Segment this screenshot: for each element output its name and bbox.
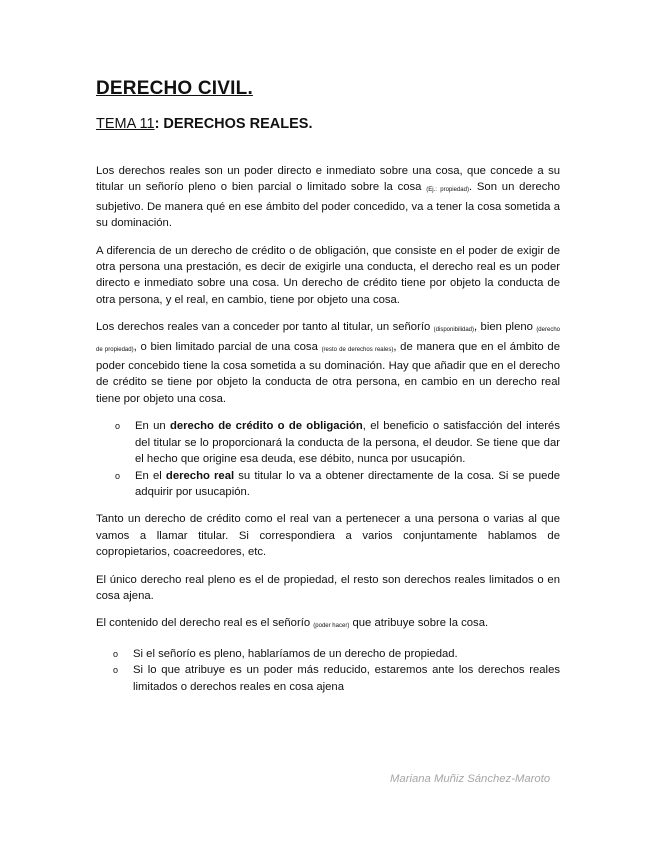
list-item (115, 418, 560, 467)
paragraph-3-note-1: (disponibilidad) (433, 327, 475, 334)
list-item-text-a: En un (135, 420, 170, 433)
document-heading: DERECHO CIVIL. (96, 78, 253, 99)
paragraph-3 (96, 319, 560, 407)
paragraph-2: A diferencia de un derecho de crédito o de obligación, que consiste en el poder de exigir de otra persona una prestación, es decir de exigirle una conducta, el derecho real es un poder directo e inmediato sobre una cosa. Un derecho de crédito tiene por objeto la conducta de otra persona, y el real, en cambio, tiene por objeto una cosa. (96, 244, 560, 306)
document-page (96, 78, 560, 695)
topic-title: DERECHOS REALES. (163, 116, 313, 132)
list-item-text-b: , el beneficio o satisfacción del interés del titular se lo proporcionará la conducta de la persona, el deudor. Se tiene que dar el hecho que origine esa deuda, ese débito, nunca por usucapión. (135, 420, 560, 466)
bullet-icon: o (115, 470, 121, 481)
topic-heading (96, 116, 560, 132)
list-item-text: Si el señorío es pleno, hablaríamos de un derecho de propiedad. (133, 647, 458, 660)
topic-number: TEMA 11 (96, 116, 155, 132)
paragraph-3-text-b: , bien pleno (474, 321, 537, 334)
list-item-text: Si lo que atribuye es un poder más reducido, estaremos ante los derechos reales limitados o derechos reales en cosa ajena (133, 664, 560, 693)
paragraph-6-text-b: que atribuye sobre la cosa. (349, 617, 489, 630)
author-footer: Mariana Muñiz Sánchez-Maroto (390, 773, 551, 785)
bullet-list-2 (113, 646, 560, 695)
bullet-icon: o (115, 421, 121, 432)
paragraph-3-text-d: , de manera que en el ámbito de poder concebido tiene la cosa sometida a su dominación. Hay que añadir que en el derecho de crédito se tiene por objeto la conducta de otra persona, en cambio en un derecho real tiene por objeto una cosa. (96, 340, 560, 405)
paragraph-1-note: (Ej.: propiedad) (426, 187, 469, 194)
paragraph-6-note: (poder hacer) (313, 623, 350, 630)
paragraph-3-text-a: Los derechos reales van a conceder por tanto al titular, un señorío (96, 321, 434, 334)
list-item-bold: derecho de crédito o de obligación (169, 420, 363, 433)
paragraph-1-text-a: Los derechos reales son un poder directo e inmediato sobre una cosa, que concede a su titular un señorío pleno o bien parcial o limitado sobre la cosa (96, 165, 560, 194)
bullet-icon: o (113, 665, 119, 676)
bullet-list-1 (115, 418, 561, 500)
bullet-icon: o (113, 648, 119, 659)
paragraph-1-text-b: . Son un derecho subjetivo. De manera qué en ese ámbito del poder concedido, va a tener la cosa sometida a su dominación. (96, 181, 561, 230)
list-item (113, 646, 560, 662)
paragraph-3-note-3: (resto de derechos reales) (321, 346, 394, 353)
paragraph-1 (96, 163, 560, 232)
paragraph-6 (96, 615, 560, 634)
paragraph-3-note-2: (derecho de propiedad) (96, 327, 560, 353)
paragraph-6-text-a: El contenido del derecho real es el señorío (96, 617, 314, 630)
list-item-text-a: En el (135, 469, 166, 482)
paragraph-4: Tanto un derecho de crédito como el real van a pertenecer a una persona o varias al que vamos a llamar titular. Si correspondiera a varios conjuntamente hablamos de copropietarios, coacreedores, etc. (96, 513, 560, 559)
list-item-text-b: su titular lo va a obtener directamente de la cosa. Si se puede adquirir por usucapión. (135, 469, 561, 498)
paragraph-3-text-c: , o bien limitado parcial de una cosa (133, 340, 322, 353)
list-item-bold: derecho real (165, 469, 235, 482)
topic-separator: : (154, 116, 164, 132)
list-item (113, 662, 560, 695)
paragraph-5: El único derecho real pleno es el de propiedad, el resto son derechos reales limitados o en cosa ajena. (96, 573, 560, 602)
list-item (115, 468, 561, 501)
